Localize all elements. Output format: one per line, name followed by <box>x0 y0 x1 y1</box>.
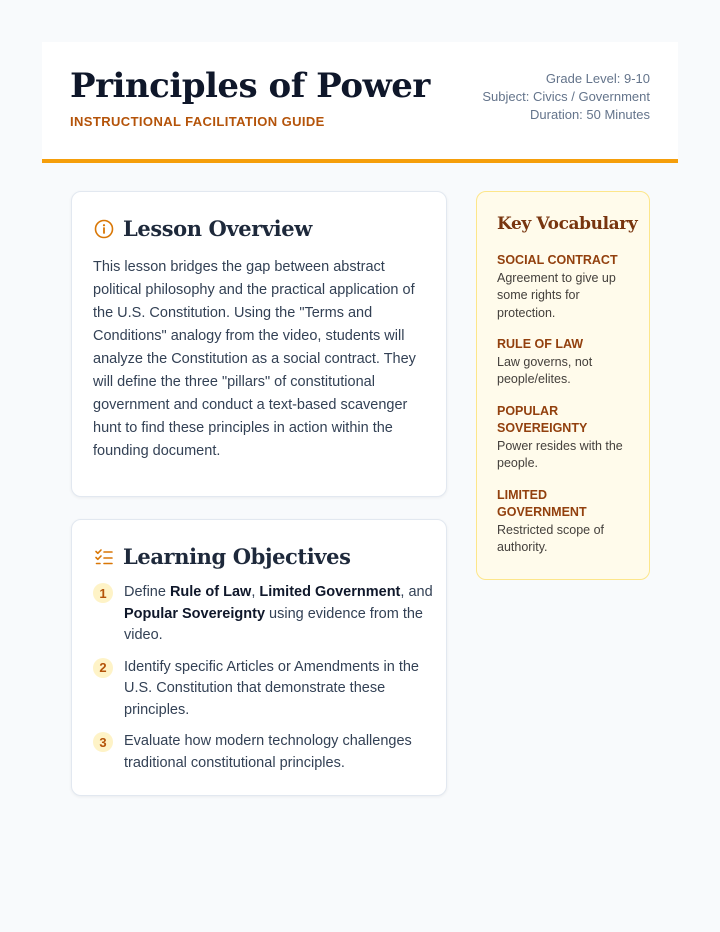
info-icon <box>93 218 115 240</box>
checklist-icon <box>93 546 115 568</box>
vocabulary-term: POPULAR SOVEREIGNTY <box>497 403 588 435</box>
objective-text <box>124 731 433 774</box>
page-subtitle: INSTRUCTIONAL FACILITATION GUIDE <box>70 114 325 129</box>
overview-body: This lesson bridges the gap between abstract political philosophy and the practical application of the U.S. Constitution. Using the "Terms and Conditions" analogy from the video, students will analyze the Constitution as a social contract. They will define the three "pillars" of constitutional government and conduct a text-based scavenger hunt to find these principles in action within the founding document. <box>93 259 416 459</box>
page-title: Principles of Power <box>70 66 430 106</box>
vocabulary-definition: Agreement to give up some rights for protection. <box>497 270 616 320</box>
objective-text <box>124 582 433 647</box>
objective-text <box>124 657 433 722</box>
objective-text-part: using evidence from the video. <box>124 605 423 643</box>
objectives-list <box>93 582 433 784</box>
objectives-title: Learning Objectives <box>123 544 351 569</box>
objective-item <box>93 731 433 774</box>
page-header <box>42 42 678 163</box>
lesson-overview-card <box>71 191 447 497</box>
overview-title: Lesson Overview <box>123 216 312 241</box>
lesson-meta <box>482 70 650 124</box>
grade-level: Grade Level: 9-10 <box>545 71 650 86</box>
objective-item <box>93 582 433 647</box>
objective-number-badge: 1 <box>93 583 113 603</box>
objective-text-part: Define <box>124 584 170 600</box>
vocabulary-term: RULE OF LAW <box>497 337 584 351</box>
subject: Subject: Civics / Government <box>482 89 650 104</box>
vocabulary-title: Key Vocabulary <box>497 214 638 234</box>
duration: Duration: 50 Minutes <box>530 107 650 122</box>
vocabulary-definition: Restricted scope of authority. <box>497 522 604 554</box>
vocabulary-definition: Power resides with the people. <box>497 438 623 470</box>
key-vocabulary-panel <box>476 191 650 580</box>
objective-item <box>93 657 433 722</box>
objective-number-badge: 2 <box>93 658 113 678</box>
objective-text-part: Identify specific Articles or Amendments in the U.S. Constitution that demonstrate these principles. <box>124 658 419 718</box>
vocabulary-list <box>497 252 637 571</box>
objective-text-part: Evaluate how modern technology challenges traditional constitutional principles. <box>124 733 412 771</box>
objective-text-part: , and <box>400 584 433 600</box>
learning-objectives-card <box>71 519 447 796</box>
objective-key-term: Popular Sovereignty <box>124 605 266 622</box>
objective-key-term: Rule of Law <box>169 584 252 600</box>
objective-text-part: , <box>251 584 260 600</box>
vocabulary-term: SOCIAL CONTRACT <box>497 253 618 267</box>
vocabulary-definition: Law governs, not people/elites. <box>497 354 593 386</box>
objective-number-badge: 3 <box>93 732 113 752</box>
objective-key-term: Limited Government <box>259 584 401 600</box>
vocabulary-term: LIMITED GOVERNMENT <box>497 487 587 519</box>
